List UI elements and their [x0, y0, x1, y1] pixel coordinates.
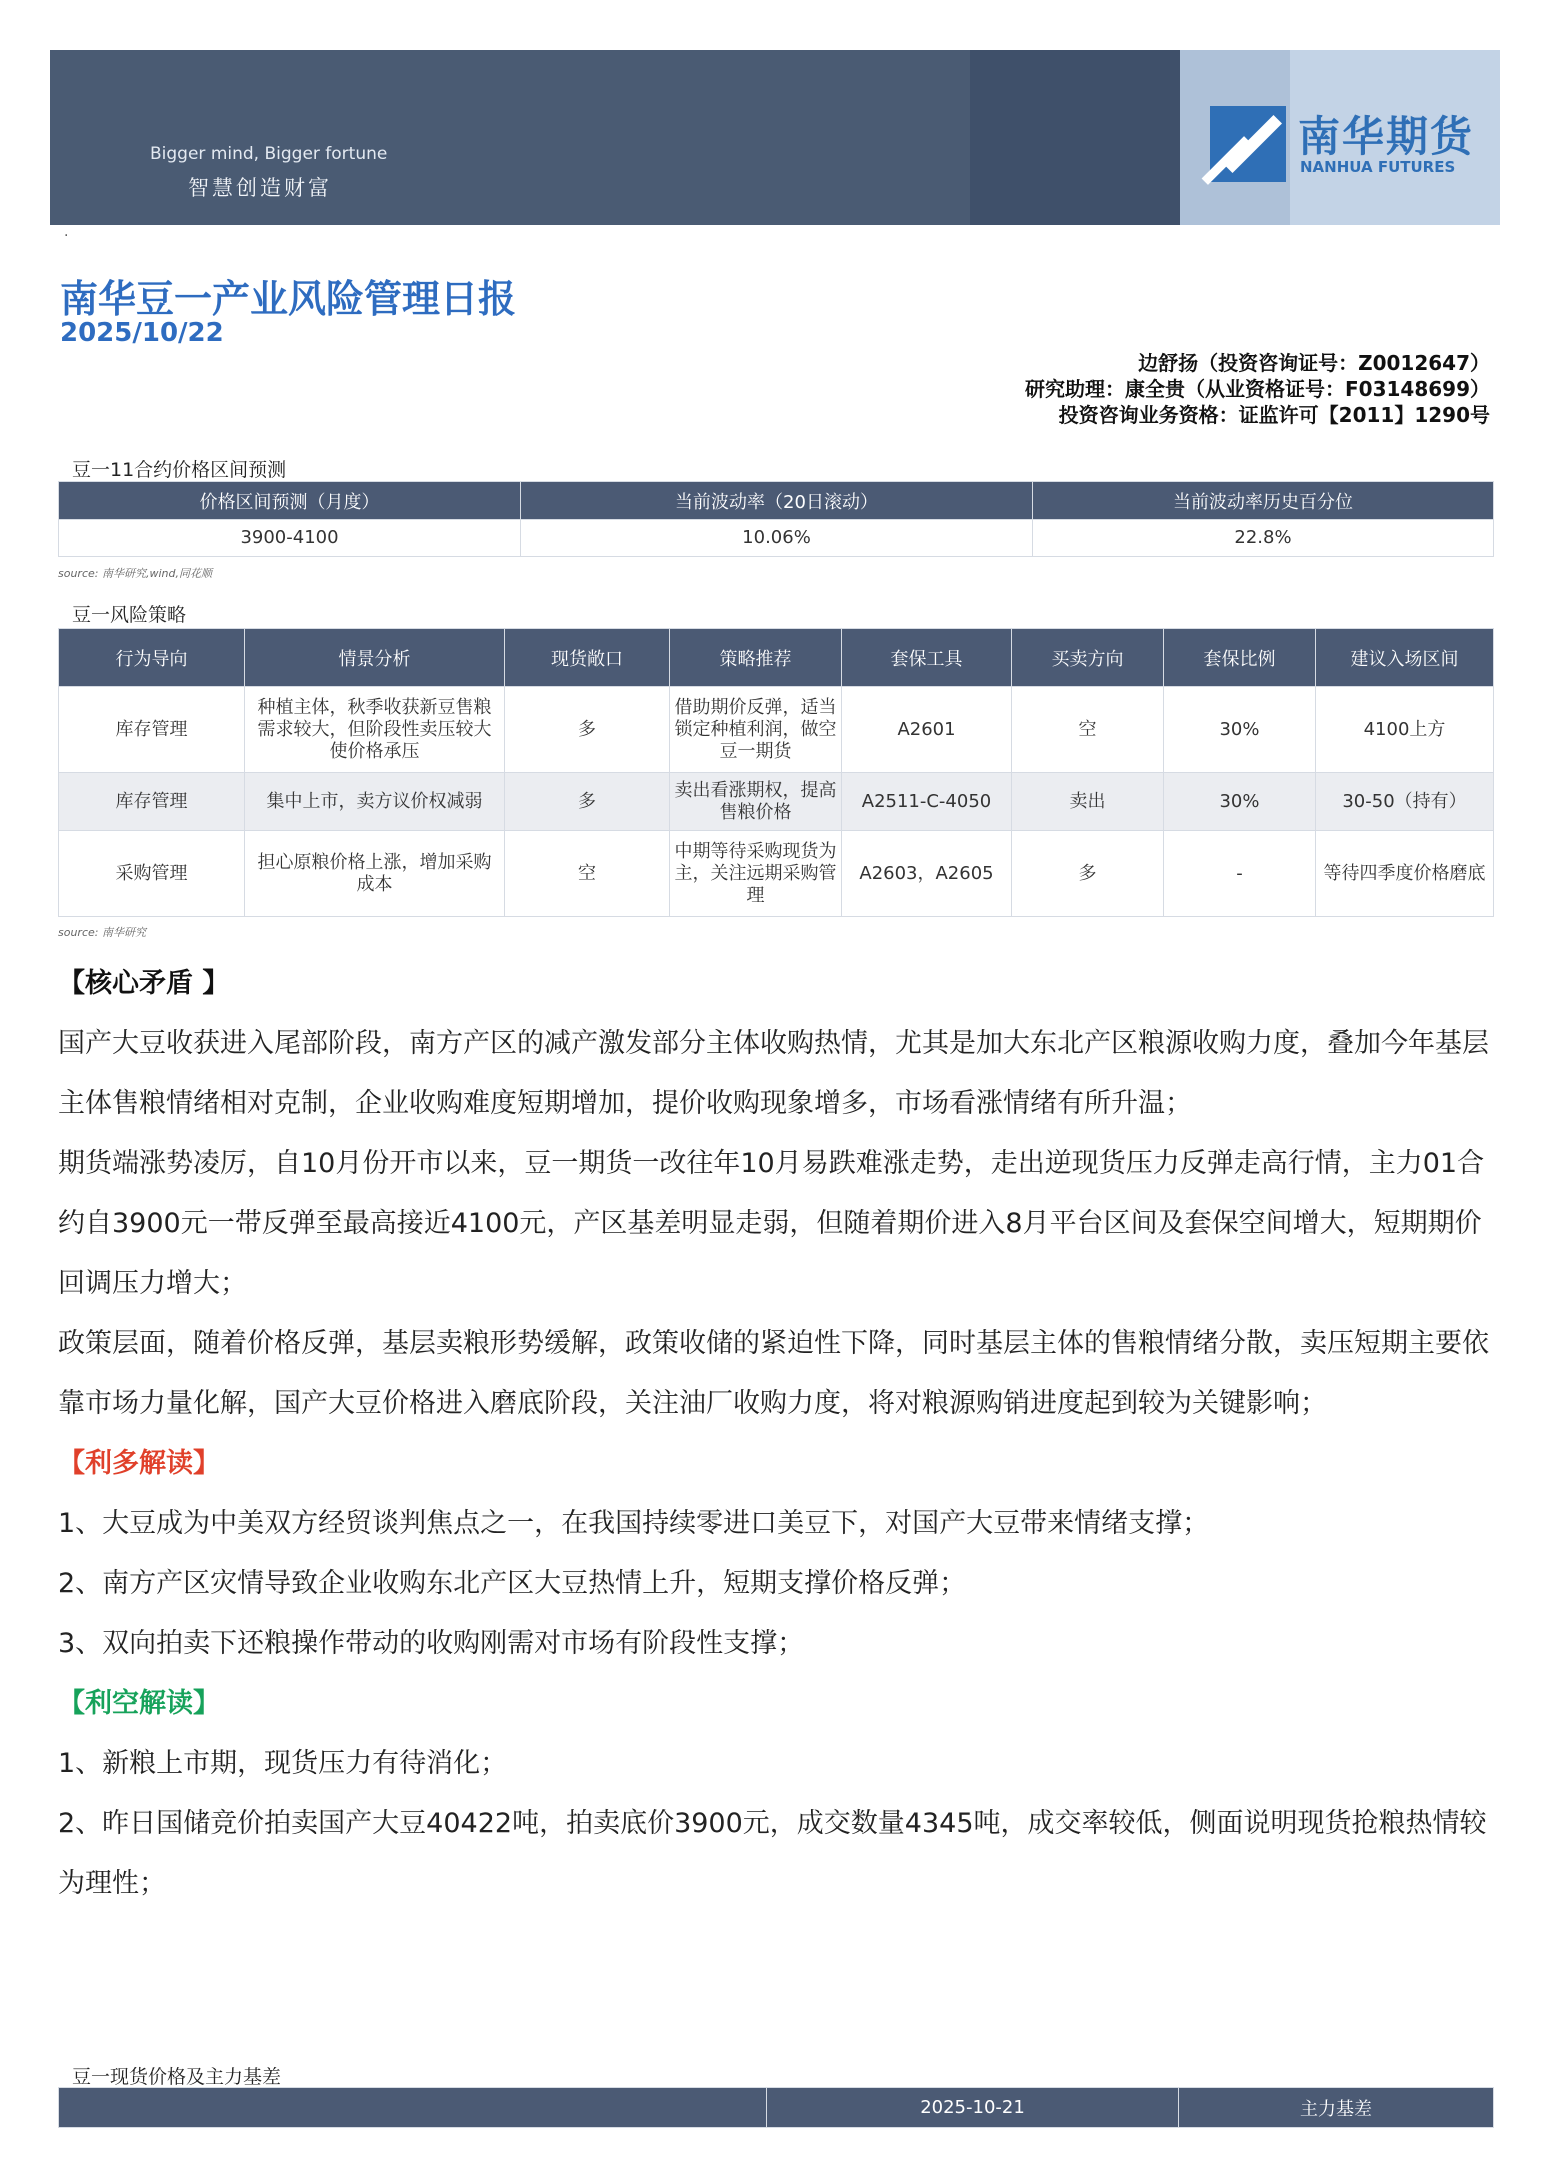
table-header: 建议入场区间: [1316, 629, 1494, 687]
table-row: [59, 687, 1494, 773]
bullish-heading: 【利多解读】: [58, 1448, 220, 1479]
core-paragraph: 政策层面，随着价格反弹，基层卖粮形势缓解，政策收储的紧迫性下降，同时基层主体的售粮情绪分散，卖压短期主要依靠市场力量化解，国产大豆价格进入磨底阶段，关注油厂收购力度，将对粮源购销进度起到较为关键影响；: [58, 1328, 1489, 1419]
author-line: 投资咨询业务资格：证监许可【2011】1290号: [1058, 403, 1490, 427]
price-forecast-table: [58, 481, 1494, 557]
report-title: 南华豆一产业风险管理日报: [60, 277, 517, 321]
table-header: 行为导向: [59, 629, 245, 687]
header-banner: [50, 50, 1500, 225]
table-header: 策略推荐: [670, 629, 842, 687]
table-cell: 多: [505, 773, 670, 831]
table-row: [59, 831, 1494, 917]
bearish-item: 2、昨日国储竞价拍卖国产大豆40422吨，拍卖底价3900元，成交数量4345吨，成交率较低，侧面说明现货抢粮热情较为理性；: [58, 1808, 1487, 1899]
table-cell: 等待四季度价格磨底: [1316, 831, 1494, 917]
table-header: [59, 2088, 767, 2128]
core-paragraph: 国产大豆收获进入尾部阶段，南方产区的减产激发部分主体收购热情，尤其是加大东北产区粮源收购力度，叠加今年基层主体售粮情绪相对克制，企业收购难度短期增加，提价收购现象增多，市场看涨情绪有所升温；: [58, 1028, 1489, 1119]
table-header: 套保工具: [842, 629, 1012, 687]
logo-name-cn: 南华期货: [1298, 112, 1475, 161]
table-header-row: [59, 482, 1494, 520]
table-cell: 空: [1012, 687, 1164, 773]
table-cell: 库存管理: [59, 687, 245, 773]
table-header: 当前波动率历史百分位: [1033, 482, 1494, 520]
table-cell: 多: [505, 687, 670, 773]
slogan-chinese: 智慧创造财富: [188, 176, 332, 200]
source-note: source: 南华研究,wind,同花顺: [58, 567, 212, 580]
price-forecast-label: 豆一11合约价格区间预测: [72, 459, 287, 481]
table-cell: 30%: [1164, 687, 1316, 773]
table-cell: 库存管理: [59, 773, 245, 831]
table-cell: 22.8%: [1033, 520, 1494, 557]
spot-basis-table: [58, 2087, 1494, 2128]
spot-basis-label: 豆一现货价格及主力基差: [72, 2066, 282, 2088]
table-cell: A2511-C-4050: [842, 773, 1012, 831]
risk-strategy-table: [58, 628, 1494, 917]
table-header: 情景分析: [245, 629, 505, 687]
table-header: 主力基差: [1179, 2088, 1494, 2128]
table-cell: 卖出: [1012, 773, 1164, 831]
table-header: 2025-10-21: [767, 2088, 1179, 2128]
table-header: 价格区间预测（月度）: [59, 482, 521, 520]
table-cell: 4100上方: [1316, 687, 1494, 773]
table-cell: 卖出看涨期权，提高售粮价格: [670, 773, 842, 831]
author-block: [1025, 350, 1490, 428]
table-cell: 采购管理: [59, 831, 245, 917]
table-cell: 3900-4100: [59, 520, 521, 557]
analysis-body: [58, 954, 1498, 1914]
table-cell: 10.06%: [521, 520, 1033, 557]
table-cell: 担心原粮价格上涨，增加采购成本: [245, 831, 505, 917]
table-cell: A2601: [842, 687, 1012, 773]
core-heading: 【核心矛盾 】: [58, 968, 230, 999]
table-cell: -: [1164, 831, 1316, 917]
company-logo: [1210, 102, 1480, 182]
table-header-row: [59, 629, 1494, 687]
logo-name-en: NANHUA FUTURES: [1300, 158, 1456, 176]
table-cell: 集中上市，卖方议价权减弱: [245, 773, 505, 831]
table-cell: 中期等待采购现货为主，关注远期采购管理: [670, 831, 842, 917]
table-row: [59, 520, 1494, 557]
table-header: 当前波动率（20日滚动）: [521, 482, 1033, 520]
table-header: 现货敞口: [505, 629, 670, 687]
table-cell: 借助期价反弹，适当锁定种植利润，做空豆一期货: [670, 687, 842, 773]
table-cell: 多: [1012, 831, 1164, 917]
table-cell: 30-50（持有）: [1316, 773, 1494, 831]
author-line: 边舒扬（投资咨询证号：Z0012647）: [1138, 351, 1490, 375]
report-date: 2025/10/22: [60, 318, 224, 348]
bearish-heading: 【利空解读】: [58, 1688, 220, 1719]
bullet-dot: ·: [64, 228, 69, 244]
bearish-item: 1、新粮上市期，现货压力有待消化；: [58, 1748, 508, 1779]
core-paragraph: 期货端涨势凌厉，自10月份开市以来，豆一期货一改往年10月易跌难涨走势，走出逆现货压力反弹走高行情，主力01合约自3900元一带反弹至最高接近4100元，产区基差明显走弱，但随着期价进入8月平台区间及套保空间增大，短期期价回调压力增大；: [58, 1148, 1485, 1299]
bullish-item: 2、南方产区灾情导致企业收购东北产区大豆热情上升，短期支撑价格反弹；: [58, 1568, 967, 1599]
author-line: 研究助理：康全贵（从业资格证号：F03148699）: [1025, 377, 1490, 401]
table-header: 套保比例: [1164, 629, 1316, 687]
bullish-item: 3、双向拍卖下还粮操作带动的收购刚需对市场有阶段性支撑；: [58, 1628, 805, 1659]
bullish-item: 1、大豆成为中美双方经贸谈判焦点之一，在我国持续零进口美豆下，对国产大豆带来情绪支撑；: [58, 1508, 1210, 1539]
table-header-row: [59, 2088, 1494, 2128]
table-row: [59, 773, 1494, 831]
slogan-english: Bigger mind, Bigger fortune: [150, 144, 388, 164]
table-cell: 空: [505, 831, 670, 917]
table-cell: 30%: [1164, 773, 1316, 831]
risk-strategy-label: 豆一风险策略: [72, 604, 187, 626]
logo-mark-icon: [1210, 106, 1286, 182]
source-note: source: 南华研究: [58, 926, 146, 939]
table-cell: A2603，A2605: [842, 831, 1012, 917]
table-header: 买卖方向: [1012, 629, 1164, 687]
table-cell: 种植主体，秋季收获新豆售粮需求较大，但阶段性卖压较大使价格承压: [245, 687, 505, 773]
